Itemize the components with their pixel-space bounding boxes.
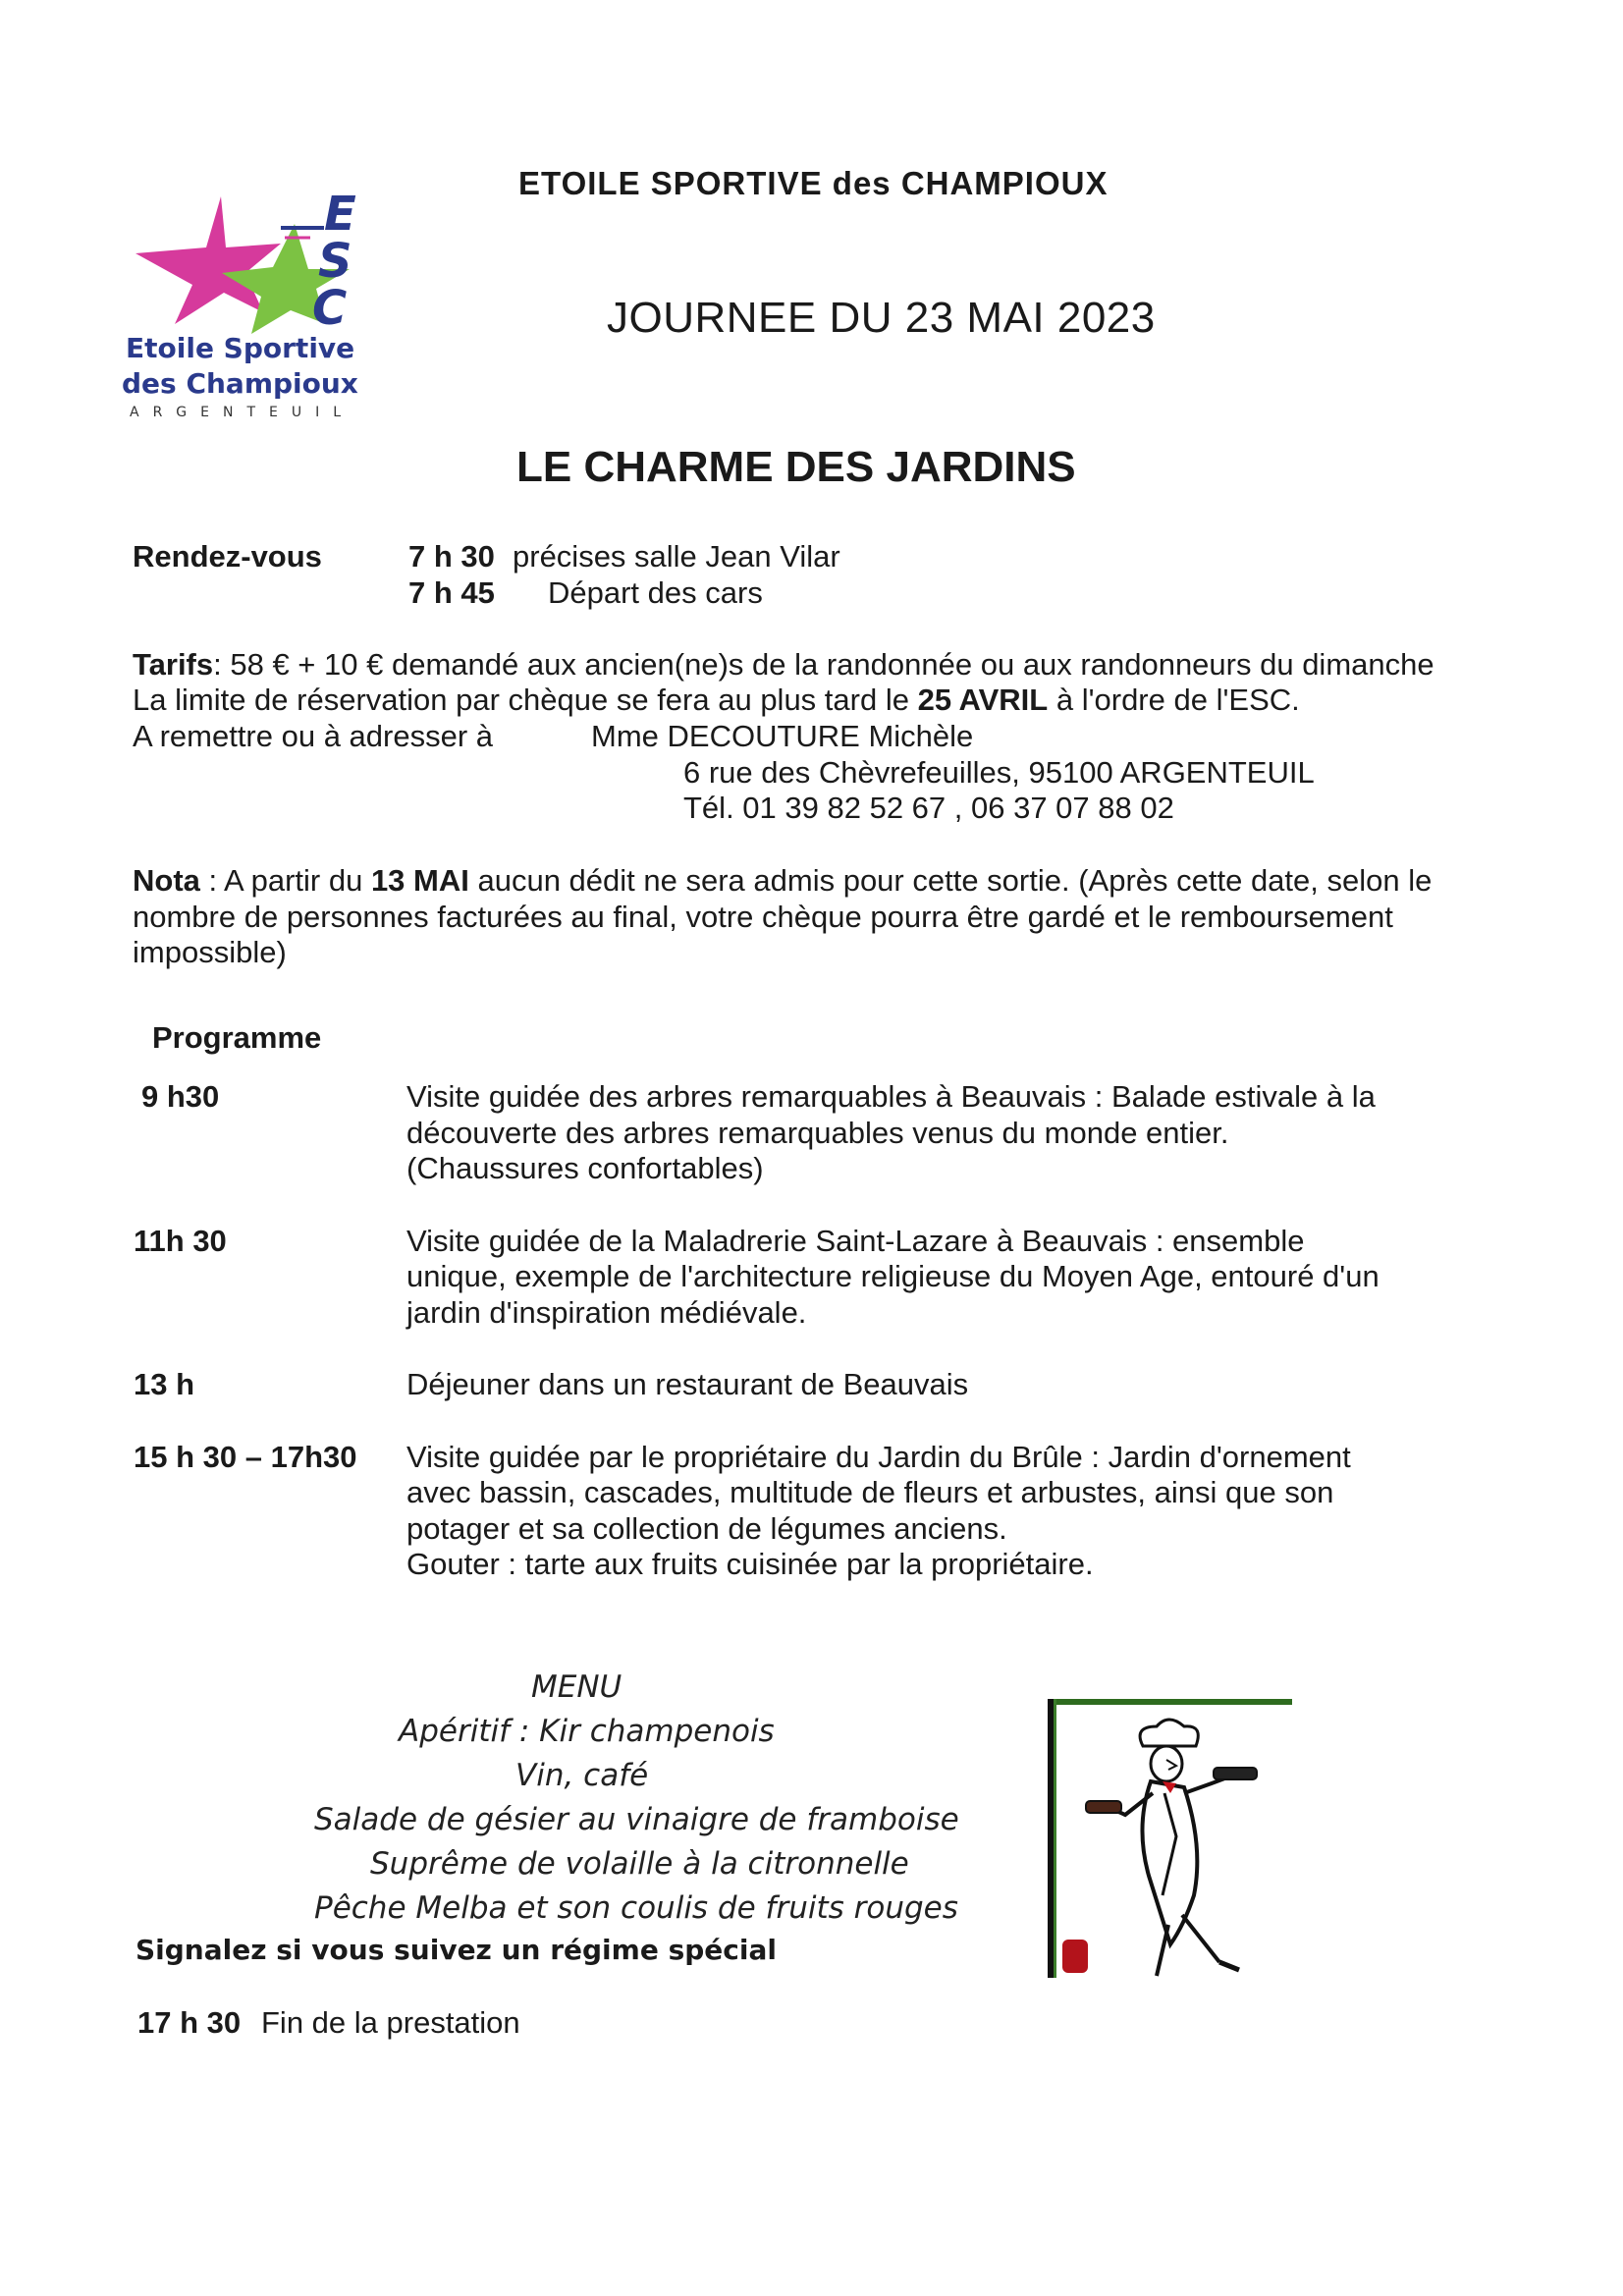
end-time: 17 h 30	[137, 2005, 242, 2040]
contact-address: 6 rue des Chèvrefeuilles, 95100 ARGENTEUIL	[683, 755, 1315, 790]
programme-text: unique, exemple de l'architecture religieuse du Moyen Age, entouré d'un	[406, 1259, 1380, 1293]
programme-time: 9 h30	[141, 1079, 220, 1114]
programme-text: avec bassin, cascades, multitude de fleurs et arbustes, ainsi que son	[406, 1475, 1334, 1509]
tarifs-line-1	[133, 646, 1434, 683]
page-title: LE CHARME DES JARDINS	[516, 443, 1076, 491]
reservation-order: à l'ordre de l'ESC.	[1048, 683, 1300, 717]
menu-title: MENU	[531, 1669, 622, 1705]
nota-pre: : A partir du	[199, 863, 371, 898]
menu-item: Salade de gésier au vinaigre de framboise	[314, 1802, 959, 1837]
nota-label: Nota	[133, 863, 200, 898]
tarifs-label: Tarifs	[133, 647, 214, 682]
reservation-text: La limite de réservation par chèque se fera au plus tard le	[133, 683, 918, 717]
logo-line1: Etoile Sportive	[126, 332, 355, 364]
rendezvous-text-1: précises salle Jean Vilar	[513, 539, 840, 574]
programme-text: découverte des arbres remarquables venus du monde entier.	[406, 1116, 1229, 1150]
programme-time: 13 h	[134, 1367, 195, 1401]
end-text: Fin de la prestation	[261, 2005, 520, 2040]
rendezvous-time-2: 7 h 45	[408, 575, 495, 610]
chef-illustration	[1047, 1699, 1292, 1978]
programme-text: Visite guidée des arbres remarquables à Beauvais : Balade estivale à la	[406, 1079, 1376, 1114]
rendezvous-text-2: Départ des cars	[548, 575, 763, 610]
event-date: JOURNEE DU 23 MAI 2023	[607, 294, 1156, 342]
programme-text: Visite guidée de la Maladrerie Saint-Lazare à Beauvais : ensemble	[406, 1224, 1305, 1258]
tarifs-line-2	[133, 682, 1300, 718]
reservation-deadline: 25 AVRIL	[917, 683, 1049, 717]
rendezvous-time-1: 7 h 30	[408, 539, 495, 574]
programme-label: Programme	[152, 1020, 322, 1055]
nota-line-1	[133, 862, 1432, 899]
contact-name: Mme DECOUTURE Michèle	[591, 719, 974, 753]
programme-text: Déjeuner dans un restaurant de Beauvais	[406, 1367, 969, 1401]
nota-text-1: aucun dédit ne sera admis pour cette sortie. (Après cette date, selon le	[468, 863, 1433, 898]
nota-line-3: impossible)	[133, 935, 287, 969]
rendezvous-label: Rendez-vous	[133, 539, 322, 574]
programme-time: 15 h 30 – 17h30	[134, 1440, 357, 1474]
menu-item: Apéritif : Kir champenois	[399, 1714, 775, 1749]
menu-item: Pêche Melba et son coulis de fruits rouges	[314, 1890, 958, 1926]
nota-line-2: nombre de personnes facturées au final, votre chèque pourra être gardé et le remboursement	[133, 900, 1393, 934]
programme-time: 11h 30	[134, 1224, 227, 1258]
logo-letter-e: E	[324, 187, 356, 242]
menu-item: Suprême de volaille à la citronnelle	[370, 1846, 909, 1882]
diet-note: Signalez si vous suivez un régime spécial	[135, 1934, 777, 1966]
programme-text: Gouter : tarte aux fruits cuisinée par la propriétaire.	[406, 1547, 1094, 1581]
esc-logo	[116, 187, 371, 432]
logo-line2: des Champioux	[122, 367, 358, 400]
menu-item: Vin, café	[515, 1758, 649, 1793]
logo-letter-s: S	[318, 234, 352, 289]
contact-phone: Tél. 01 39 82 52 67 , 06 37 07 88 02	[683, 791, 1174, 825]
programme-text: Visite guidée par le propriétaire du Jardin du Brûle : Jardin d'ornement	[406, 1440, 1351, 1474]
programme-text: jardin d'inspiration médiévale.	[406, 1295, 807, 1330]
logo-letter-c: C	[312, 281, 348, 336]
club-name: ETOILE SPORTIVE des CHAMPIOUX	[518, 165, 1109, 201]
tarifs-price: : 58 € + 10 € demandé aux ancien(ne)s de la randonnée ou aux randonneurs du dimanche	[213, 647, 1434, 682]
programme-text: (Chaussures confortables)	[406, 1151, 764, 1185]
nota-date: 13 MAI	[370, 863, 469, 898]
programme-text: potager et sa collection de légumes anciens.	[406, 1511, 1007, 1546]
logo-city: ARGENTEUIL	[130, 405, 355, 420]
remit-label: A remettre ou à adresser à	[133, 719, 494, 753]
